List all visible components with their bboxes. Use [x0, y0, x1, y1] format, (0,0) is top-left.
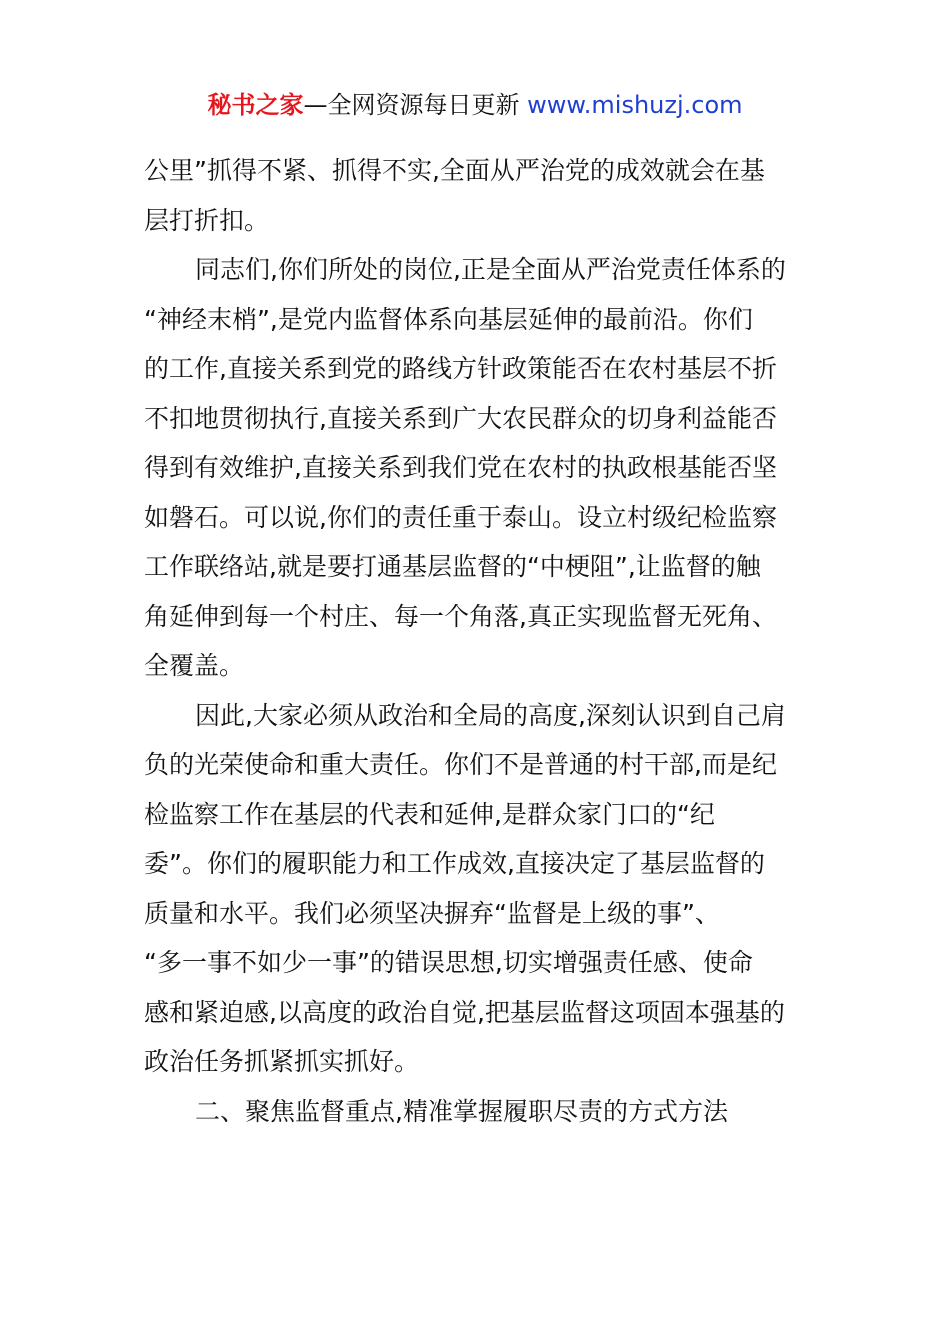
text-line: “多一事不如少一事”的错误思想,切实增强责任感、使命 — [144, 948, 753, 977]
text-line: 角延伸到每一个村庄、每一个角落,真正实现监督无死角、 — [144, 601, 777, 631]
site-url[interactable]: www.mishuzj.com — [527, 91, 743, 119]
text-line: 感和紧迫感,以高度的政治自觉,把基层监督这项固本强基的 — [144, 997, 785, 1027]
text-line: 的工作,直接关系到党的路线方针政策能否在农村基层不折 — [144, 354, 777, 383]
text-line: 检监察工作在基层的代表和延伸,是群众家门口的“纪 — [144, 799, 715, 829]
paragraph-start-line: 同志们,你们所处的岗位,正是全面从严治党责任体系的 — [195, 255, 786, 284]
section-heading: 二、聚焦监督重点,精准掌握履职尽责的方式方法 — [195, 1096, 728, 1126]
text-line: 工作联络站,就是要打通基层监督的“中梗阻”,让监督的触 — [144, 552, 761, 581]
text-line: 全覆盖。 — [144, 651, 245, 680]
site-brand: 秘书之家 — [207, 91, 304, 119]
text-line: 层打折扣。 — [144, 205, 270, 235]
text-line: 如磐石。可以说,你们的责任重于泰山。设立村级纪检监察 — [144, 502, 777, 532]
text-line: 政治任务抓紧抓实抓好。 — [144, 1047, 420, 1076]
text-line: 委”。你们的履职能力和工作成效,直接决定了基层监督的 — [144, 849, 765, 878]
text-line: 得到有效维护,直接关系到我们党在农村的执政根基能否坚 — [144, 453, 777, 482]
text-line: “神经末梢”,是党内监督体系向基层延伸的最前沿。你们 — [144, 304, 753, 334]
site-tagline: —全网资源每日更新 — [303, 91, 528, 119]
paragraph-start-line: 因此,大家必须从政治和全局的高度,深刻认识到自己肩 — [195, 700, 786, 730]
document-body — [144, 146, 806, 1136]
text-line: 质量和水平。我们必须坚决摒弃“监督是上级的事”、 — [144, 898, 720, 928]
text-line: 负的光荣使命和重大责任。你们不是普通的村干部,而是纪 — [144, 750, 777, 779]
text-line: 公里”抓得不紧、抓得不实,全面从严治党的成效就会在基 — [144, 156, 765, 185]
text-line: 不扣地贯彻执行,直接关系到广大农民群众的切身利益能否 — [144, 403, 777, 433]
page-header — [0, 88, 950, 122]
